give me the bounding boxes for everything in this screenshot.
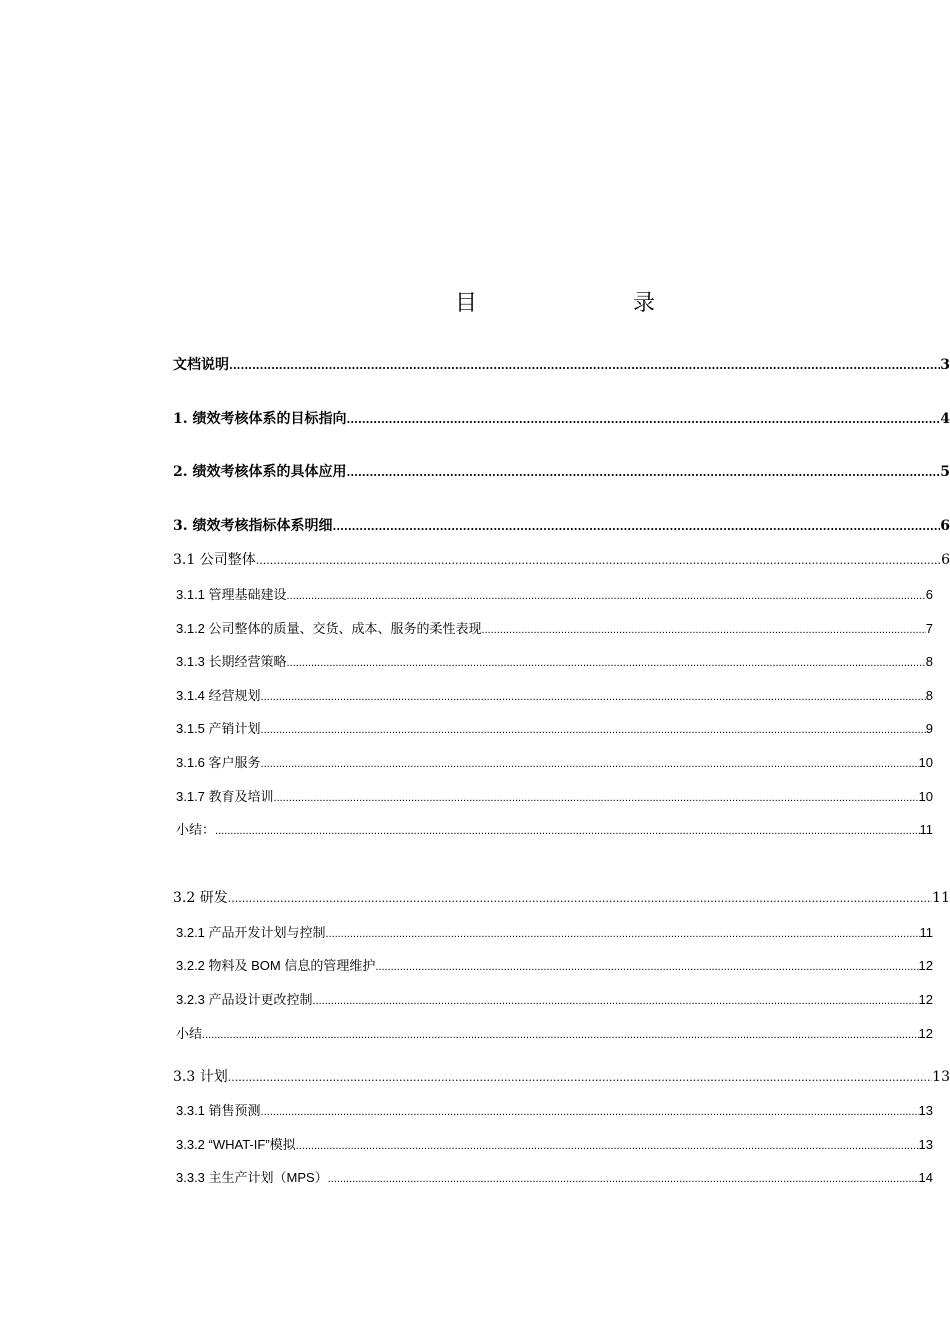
toc-entry[interactable]	[173, 410, 950, 429]
toc-entry-label: 3.1 公司整体	[173, 552, 256, 568]
toc-entry-page: 6	[925, 587, 933, 602]
toc-entry[interactable]	[176, 991, 933, 1010]
toc-entry-page: 12	[918, 958, 933, 973]
dot-leader	[333, 517, 941, 536]
toc-entry[interactable]	[176, 720, 933, 739]
toc-entry-label: 1. 绩效考核体系的目标指向	[173, 411, 347, 427]
toc-entry-page: 6	[940, 518, 950, 534]
toc-entry-page: 12	[918, 992, 933, 1007]
dot-leader	[347, 463, 941, 482]
toc-entry-page: 10	[918, 789, 933, 804]
dot-leader	[296, 1136, 919, 1155]
title-char-2: 录	[633, 291, 656, 316]
toc-entry-page: 13	[932, 1069, 950, 1085]
toc-entry[interactable]	[176, 957, 933, 976]
dot-leader	[261, 754, 919, 773]
toc-entry-label: 3.3.3 主生产计划（MPS）	[176, 1170, 328, 1185]
toc-entry-label: 3.2.1 产品开发计划与控制	[176, 925, 326, 940]
toc-entry-label: 小结	[176, 1026, 203, 1041]
toc-entry-label: 文档说明	[173, 357, 229, 373]
toc-entry-page: 12	[918, 1026, 933, 1041]
dot-leader	[274, 788, 919, 807]
toc-entry[interactable]	[176, 924, 933, 943]
dot-leader	[287, 653, 926, 672]
toc-entry[interactable]	[176, 586, 933, 605]
dot-leader	[256, 551, 941, 570]
dot-leader	[228, 1068, 932, 1087]
toc-entry-label: 3.1.7 教育及培训	[176, 789, 274, 804]
toc-entry[interactable]	[176, 821, 933, 840]
toc-entry-page: 8	[925, 688, 933, 703]
toc-entry-page: 11	[919, 925, 933, 940]
toc-entry-label: 小结：	[176, 822, 216, 837]
toc-entry[interactable]	[173, 889, 950, 908]
title-char-1: 目	[455, 291, 478, 316]
toc-entry-page: 11	[932, 890, 950, 906]
toc-entry-page: 13	[918, 1103, 933, 1118]
toc-entry-label: 3.2.3 产品设计更改控制	[176, 992, 313, 1007]
dot-leader	[229, 356, 940, 375]
toc-entry-page: 5	[940, 464, 950, 480]
toc-entry-page: 7	[925, 621, 933, 636]
dot-leader	[482, 620, 926, 639]
toc-entry[interactable]	[176, 1025, 933, 1044]
dot-leader	[375, 957, 918, 976]
toc-entry-label: 2. 绩效考核体系的具体应用	[173, 464, 347, 480]
toc-entry[interactable]	[176, 1136, 933, 1155]
toc-entry-page: 10	[918, 755, 933, 770]
toc-entry[interactable]	[176, 620, 933, 639]
dot-leader	[328, 1169, 919, 1188]
dot-leader	[202, 1025, 919, 1044]
toc-entry-label: 3.1.5 产销计划	[176, 721, 261, 736]
toc-entry-label: 3.1.3 长期经营策略	[176, 654, 287, 669]
toc-entry[interactable]	[176, 653, 933, 672]
toc-entry[interactable]	[176, 754, 933, 773]
dot-leader	[228, 889, 932, 908]
toc-entry[interactable]	[176, 788, 933, 807]
toc-entry-label: 3.3.1 销售预测	[176, 1103, 261, 1118]
toc-entry[interactable]	[176, 1102, 933, 1121]
dot-leader	[326, 924, 920, 943]
toc-entry-label: 3.3.2 “WHAT-IF”模拟	[176, 1137, 296, 1152]
toc-entry-page: 8	[925, 654, 933, 669]
dot-leader	[313, 991, 919, 1010]
dot-leader	[347, 410, 941, 429]
toc-entry-page: 11	[919, 822, 933, 837]
dot-leader	[261, 720, 926, 739]
dot-leader	[261, 1102, 919, 1121]
dot-leader	[287, 586, 926, 605]
toc-entry-label: 3. 绩效考核指标体系明细	[173, 518, 333, 534]
toc-entry[interactable]	[173, 1068, 950, 1087]
dot-leader	[261, 687, 926, 706]
toc-entry-label: 3.1.4 经营规划	[176, 688, 261, 703]
toc-entry-label: 3.1.2 公司整体的质量、交货、成本、服务的柔性表现	[176, 621, 482, 636]
toc-entry-label: 3.2.2 物料及 BOM 信息的管理维护	[176, 958, 376, 973]
toc-entry[interactable]	[173, 356, 950, 375]
page-title	[0, 286, 950, 316]
toc-entry-page: 14	[918, 1170, 933, 1185]
toc-entry-page: 6	[941, 552, 950, 568]
toc-entry[interactable]	[176, 687, 933, 706]
dot-leader	[215, 821, 919, 840]
toc-entry-label: 3.1.1 管理基础建设	[176, 587, 287, 602]
toc-entry-label: 3.2 研发	[173, 890, 228, 906]
toc-entry[interactable]	[176, 1169, 933, 1188]
toc-entry-label: 3.3 计划	[173, 1069, 228, 1085]
toc-entry-page: 13	[918, 1137, 933, 1152]
toc-entry[interactable]	[173, 463, 950, 482]
toc-entry[interactable]	[173, 551, 950, 570]
toc-entry-page: 9	[925, 721, 933, 736]
toc-entry-page: 4	[940, 411, 950, 427]
toc-entry-label: 3.1.6 客户服务	[176, 755, 261, 770]
toc-entry-page: 3	[940, 357, 950, 373]
toc-entry[interactable]	[173, 517, 950, 536]
